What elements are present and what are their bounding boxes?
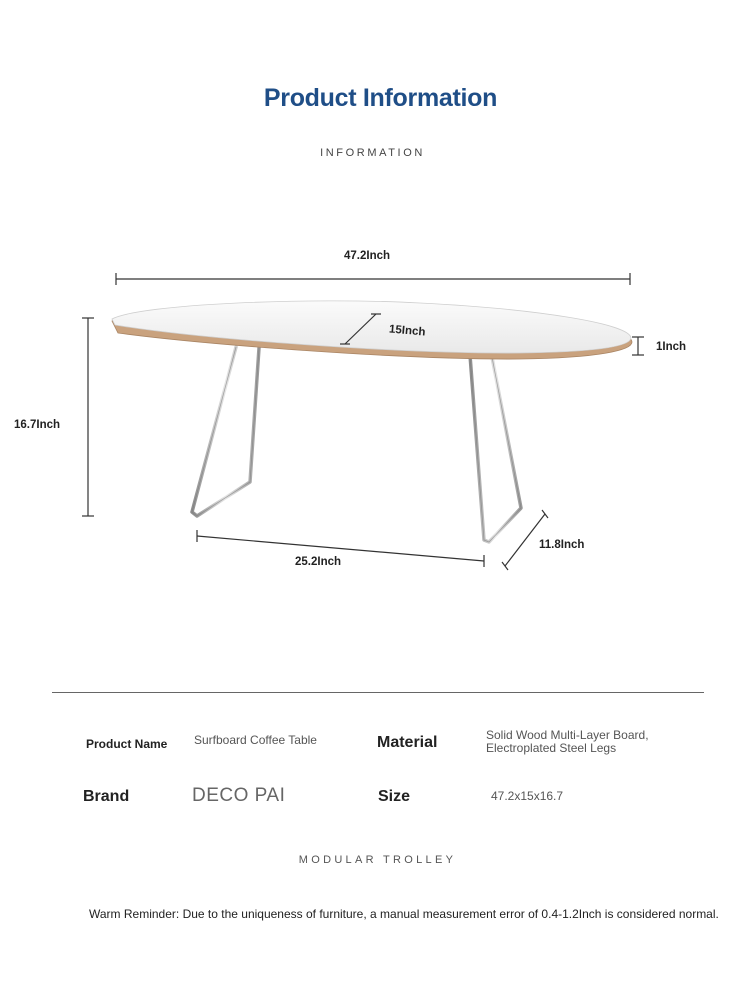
thickness-dimension-line: [632, 337, 644, 355]
warm-reminder: Warm Reminder: Due to the uniqueness of furniture, a manual measurement error of 0.4-1.2Inch is considered normal.: [89, 907, 719, 921]
length-label: 47.2Inch: [344, 250, 391, 262]
width-label: 15Inch: [388, 323, 426, 339]
table-top: [112, 301, 632, 359]
thickness-label: 1Inch: [656, 341, 687, 353]
section-divider: [52, 692, 704, 693]
product-name-value: Surfboard Coffee Table: [194, 733, 317, 747]
leg-span-label: 25.2Inch: [295, 556, 342, 568]
material-value: [486, 729, 649, 755]
size-value: 47.2x15x16.7: [491, 789, 564, 803]
page-title: Product Information: [263, 84, 498, 112]
leg-depth-label: 11.8Inch: [539, 539, 585, 551]
brand-label: Brand: [83, 788, 130, 805]
material-value-line-2: Electroplated Steel Legs: [486, 741, 617, 755]
height-dimension-line: [82, 318, 94, 516]
product-name-label: Product Name: [86, 737, 168, 751]
length-dimension-line: [116, 273, 630, 285]
height-label: 16.7Inch: [14, 419, 61, 431]
footer-tagline: MODULAR TROLLEY: [298, 854, 457, 866]
material-value-line-1: Solid Wood Multi-Layer Board,: [486, 728, 649, 742]
page-subtitle: INFORMATION: [320, 147, 425, 159]
brand-value: DECO PAI: [192, 785, 286, 806]
size-label: Size: [378, 788, 411, 805]
material-label: Material: [377, 734, 438, 751]
